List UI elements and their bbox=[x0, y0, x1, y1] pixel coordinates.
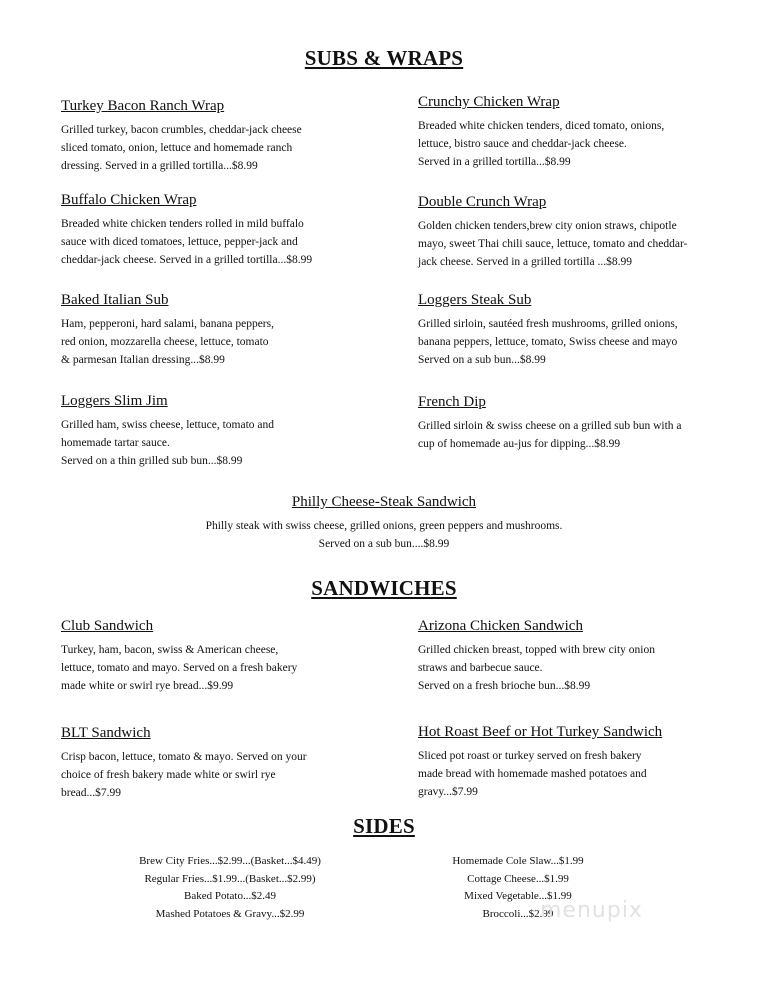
item-description: Philly steak with swiss cheese, grilled onions, green peppers and mushrooms. Served on a sub bun....$8.99 bbox=[205, 520, 563, 550]
sandwiches-heading: SANDWICHES bbox=[311, 576, 457, 600]
sides-list-left bbox=[100, 853, 360, 923]
item-name: BLT Sandwich bbox=[61, 725, 151, 741]
menu-item-crunchy-chicken-wrap bbox=[418, 94, 664, 171]
item-description: Grilled sirloin & swiss cheese on a grilled sub bun with a cup of homemade au-jus for dipping...$8.99 bbox=[418, 420, 682, 450]
item-name: Buffalo Chicken Wrap bbox=[61, 192, 197, 208]
side-item: Mashed Potatoes & Gravy...$2.99 bbox=[155, 907, 305, 920]
side-item: Regular Fries...$1.99...(Basket...$2.99) bbox=[144, 872, 316, 885]
item-name: Double Crunch Wrap bbox=[418, 194, 547, 210]
item-name: Philly Cheese-Steak Sandwich bbox=[291, 494, 477, 510]
menu-item-blt-sandwich bbox=[61, 725, 307, 802]
item-name: Arizona Chicken Sandwich bbox=[418, 618, 583, 634]
menu-item-club-sandwich bbox=[61, 618, 297, 695]
menu-item-loggers-slim-jim bbox=[61, 393, 274, 470]
item-name: Hot Roast Beef or Hot Turkey Sandwich bbox=[418, 724, 663, 740]
item-name: Club Sandwich bbox=[61, 618, 154, 634]
menu-item-arizona-chicken-sandwich bbox=[418, 618, 655, 695]
item-description: Breaded white chicken tenders rolled in mild buffalo sauce with diced tomatoes, lettuce, pepper-jack and cheddar-jack cheese. Served in a grilled tortilla...$8.99 bbox=[61, 218, 313, 266]
item-name: Crunchy Chicken Wrap bbox=[418, 94, 560, 110]
item-description: Grilled chicken breast, topped with brew city onion straws and barbecue sauce. Served on a fresh brioche bun...$8.99 bbox=[418, 644, 655, 692]
side-item: Mixed Vegetable...$1.99 bbox=[464, 890, 572, 902]
item-name: Turkey Bacon Ranch Wrap bbox=[61, 98, 225, 114]
sides-heading: SIDES bbox=[353, 814, 415, 838]
item-description: Grilled sirloin, sautéed fresh mushrooms, grilled onions, banana peppers, lettuce, tomato, Swiss cheese and mayo Served on a sub bun...$8.99 bbox=[418, 318, 678, 366]
menu-item-philly-cheese-steak bbox=[0, 494, 768, 553]
menu-item-double-crunch-wrap bbox=[418, 194, 687, 271]
watermark-logo: menupix bbox=[540, 898, 643, 923]
item-description: Golden chicken tenders,brew city onion straws, chipotle mayo, sweet Thai chili sauce, lettuce, tomato and cheddar- jack cheese. Served in a grilled tortilla ...$8.99 bbox=[418, 220, 688, 268]
side-item: Broccoli...$2.99 bbox=[482, 907, 554, 920]
menu-item-french-dip bbox=[418, 394, 682, 453]
item-description: Grilled turkey, bacon crumbles, cheddar-jack cheese sliced tomato, onion, lettuce and homemade ranch dressing. Served in a grilled tortilla...$8.99 bbox=[61, 124, 302, 172]
item-description: Crisp bacon, lettuce, tomato & mayo. Served on your choice of fresh bakery made white or swirl rye bread...$7.99 bbox=[61, 751, 307, 799]
item-name: Loggers Slim Jim bbox=[61, 393, 168, 409]
item-description: Ham, pepperoni, hard salami, banana peppers, red onion, mozzarella cheese, lettuce, tomato & parmesan Italian dressing...$8.99 bbox=[61, 318, 274, 366]
subs-wraps-heading: SUBS & WRAPS bbox=[304, 46, 464, 70]
item-name: Loggers Steak Sub bbox=[418, 292, 532, 308]
menu-item-buffalo-chicken-wrap bbox=[61, 192, 312, 269]
side-item: Cottage Cheese...$1.99 bbox=[467, 872, 569, 885]
item-description: Sliced pot roast or turkey served on fresh bakery made bread with homemade mashed potatoes and gravy...$7.99 bbox=[418, 750, 647, 798]
item-description: Breaded white chicken tenders, diced tomato, onions, lettuce, bistro sauce and cheddar-jack cheese. Served in a grilled tortilla...$8.99 bbox=[418, 120, 665, 168]
menu-item-loggers-steak-sub bbox=[418, 292, 678, 369]
side-item: Homemade Cole Slaw...$1.99 bbox=[452, 855, 584, 867]
item-name: Baked Italian Sub bbox=[61, 292, 169, 308]
side-item: Brew City Fries...$2.99...(Basket...$4.49) bbox=[139, 855, 321, 867]
menu-item-turkey-bacon-ranch-wrap bbox=[61, 98, 302, 175]
item-description: Grilled ham, swiss cheese, lettuce, tomato and homemade tartar sauce. Served on a thin grilled sub bun...$8.99 bbox=[61, 419, 275, 467]
menu-item-hot-roast-beef-turkey bbox=[418, 724, 662, 801]
side-item: Baked Potato...$2.49 bbox=[184, 890, 276, 902]
menu-item-baked-italian-sub bbox=[61, 292, 274, 369]
item-name: French Dip bbox=[418, 394, 486, 410]
item-description: Turkey, ham, bacon, swiss & American cheese, lettuce, tomato and mayo. Served on a fresh bakery made white or swirl rye bread...$9.99 bbox=[61, 644, 298, 692]
